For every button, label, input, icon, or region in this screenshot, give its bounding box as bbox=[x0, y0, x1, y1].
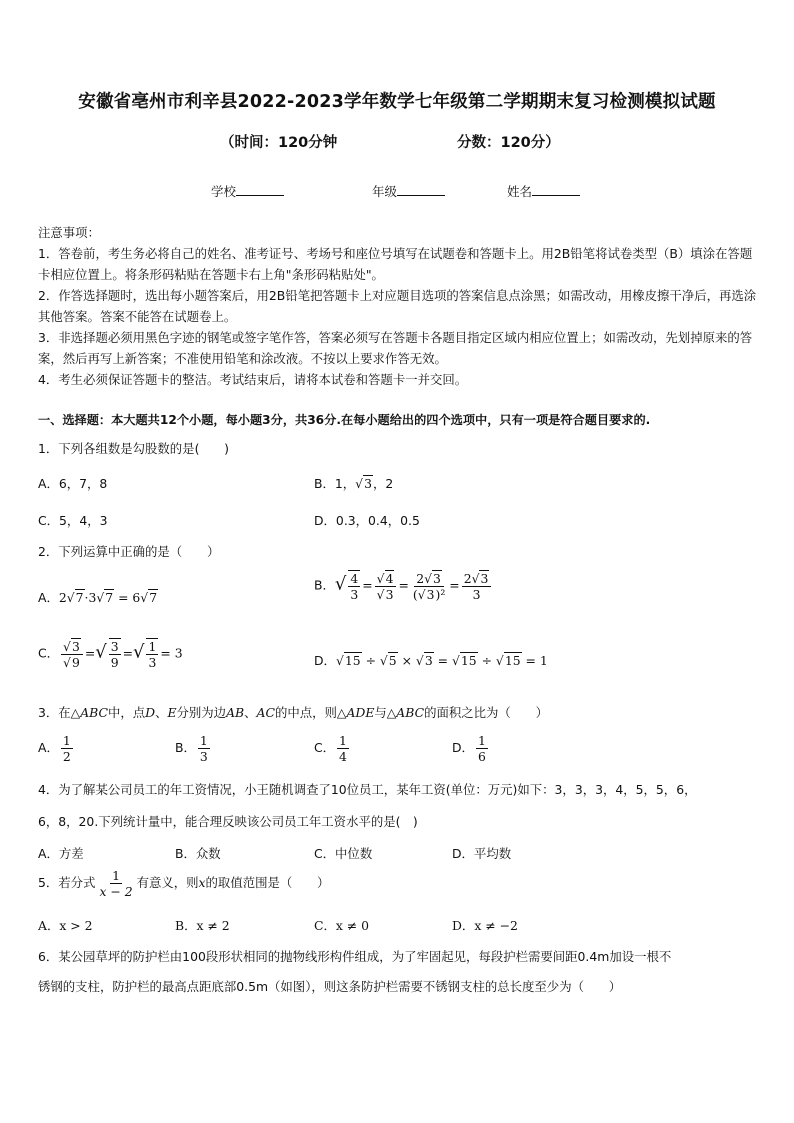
question-6-stem-line1: 6．某公园草坪的防护栏由100段形状相同的抛物线形构件组成，为了牢固起见，每段护栏需要间距0.4m加设一根不 bbox=[38, 949, 672, 964]
q3-option-b: B． $\frac{1}{3}$ bbox=[175, 733, 208, 764]
q4-option-c: C．中位数 bbox=[314, 846, 373, 861]
q2-option-d: D．√15 ÷ √5 × √3 = √15 ÷ √15 = 1 bbox=[314, 653, 548, 668]
q3-option-a: A． $\frac{1}{2}$ bbox=[38, 733, 71, 764]
q1-option-d: D．0.3，0.4，0.5 bbox=[314, 513, 420, 528]
school-blank bbox=[236, 183, 284, 196]
name-label: 姓名 bbox=[507, 184, 533, 199]
q4-option-a: A．方差 bbox=[38, 846, 84, 861]
question-4-stem-line1: 4．为了解某公司员工的年工资情况，小王随机调查了10位员工，某年工资(单位：万元)如下：3，3，3，4，5，5，6， bbox=[38, 782, 697, 797]
q5-option-b: B．x ≠ 2 bbox=[175, 918, 230, 933]
grade-label: 年级 bbox=[372, 184, 398, 199]
grade-field bbox=[372, 182, 445, 200]
notes-section bbox=[38, 222, 758, 390]
exam-time: （时间：120分钟 bbox=[220, 135, 338, 151]
q2-option-a: A．2√7·3√7 = 6√7 bbox=[38, 590, 158, 605]
q2-option-c: C． $\frac{√3}{√9}$ =√ $\frac{3}{9}$ =√ $\frac{1}{3}$ = 3 bbox=[38, 638, 183, 670]
q2-option-b: B．√ $\frac{4}{3}$ = $\frac{√4}{√3}$ = $\frac{2√3}{\text{(√3)²}}$ = $\frac{2√3}{3}$ bbox=[314, 570, 493, 602]
note-item: 2．作答选择题时，选出每小题答案后，用2B铅笔把答题卡上对应题目选项的答案信息点涂黑；如需改动，用橡皮擦干净后，再选涂其他答案。答案不能答在试题卷上。 bbox=[38, 288, 757, 324]
q3-option-c: C． $\frac{1}{4}$ bbox=[314, 733, 347, 764]
page-title: 安徽省亳州市利辛县2022-2023学年数学七年级第二学期期末复习检测模拟试题 bbox=[78, 92, 716, 112]
q1-option-a: A．6，7，8 bbox=[38, 476, 108, 491]
q5-option-d: D．x ≠ −2 bbox=[452, 918, 518, 933]
q4-option-d: D．平均数 bbox=[452, 846, 512, 861]
school-label: 学校 bbox=[211, 184, 237, 199]
question-2-stem: 2．下列运算中正确的是（ ） bbox=[38, 544, 220, 559]
question-4-stem-line2: 6，8，20.下列统计量中，能合理反映该公司员工年工资水平的是( ) bbox=[38, 814, 418, 829]
section-heading: 一、选择题：本大题共12个小题，每小题3分，共36分.在每小题给出的四个选项中，只有一项是符合题目要求的. bbox=[38, 413, 651, 427]
note-item: 3．非选择题必须用黑色字迹的钢笔或签字笔作答，答案必须写在答题卡各题目指定区域内相应位置上；如需改动，先划掉原来的答案，然后再写上新答案；不准使用铅笔和涂改液。不按以上要求作答无效。 bbox=[38, 330, 753, 366]
question-6-stem-line2: 锈钢的支柱，防护栏的最高点距底部0.5m（如图），则这条防护栏需要不锈钢支柱的总长度至少为（ ） bbox=[38, 979, 622, 994]
name-blank bbox=[532, 183, 580, 196]
q4-option-b: B．众数 bbox=[175, 846, 221, 861]
note-item: 4．考生必须保证答题卡的整洁。考试结束后，请将本试卷和答题卡一并交回。 bbox=[38, 372, 468, 387]
question-1-stem: 1．下列各组数是勾股数的是( ) bbox=[38, 441, 230, 456]
q1-option-c: C．5，4，3 bbox=[38, 513, 108, 528]
note-item: 1．答卷前，考生务必将自己的姓名、准考证号、考场号和座位号填写在试题卷和答题卡上。用2B铅笔将试卷类型（B）填涂在答题卡相应位置上。将条形码粘贴在答题卡右上角"条形码粘贴处"。 bbox=[38, 246, 753, 282]
question-3-stem: 3．在△ABC中，点D、E分别为边AB、AC的中点，则△ADE与△ABC的面积之比为（ ） bbox=[38, 705, 548, 720]
notes-heading: 注意事项： bbox=[38, 225, 100, 240]
exam-score: 分数：120分） bbox=[457, 135, 560, 151]
school-field bbox=[211, 182, 284, 200]
q5-option-c: C．x ≠ 0 bbox=[314, 918, 370, 933]
q3-option-d: D． $\frac{1}{6}$ bbox=[452, 733, 486, 764]
question-5-stem: 5．若分式 $\frac{1}{x - 2}$ 有意义，则x的取值范围是（ ） bbox=[38, 868, 330, 899]
name-field bbox=[507, 182, 580, 200]
q5-option-a: A．x > 2 bbox=[38, 918, 93, 933]
q1-option-b: B．1，√3，2 bbox=[314, 476, 394, 491]
grade-blank bbox=[397, 183, 445, 196]
